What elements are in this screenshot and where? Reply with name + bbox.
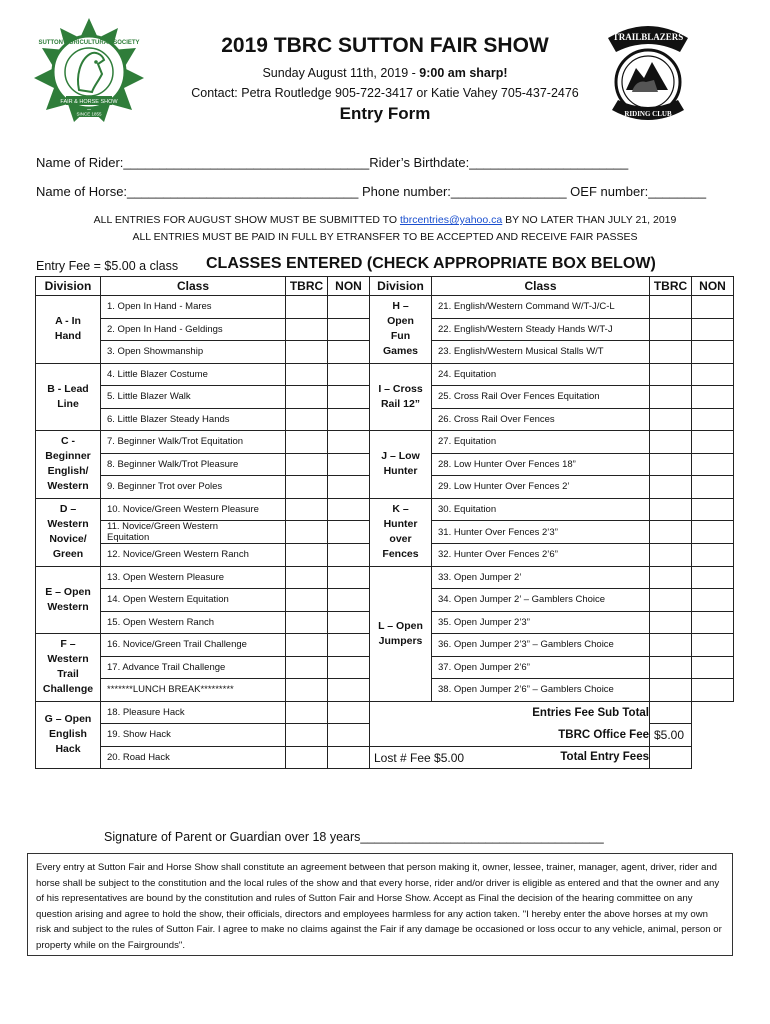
table-row <box>36 746 734 769</box>
non-checkbox[interactable] <box>692 521 734 544</box>
tbrc-checkbox[interactable] <box>286 341 328 364</box>
subtotal-label <box>370 701 650 724</box>
non-checkbox[interactable] <box>692 296 734 319</box>
tbrc-checkbox[interactable] <box>650 476 692 499</box>
class-cell: 4. Little Blazer Costume <box>101 363 286 386</box>
division-cell: B - Lead Line <box>36 363 101 431</box>
class-cell: 32. Hunter Over Fences 2’6” <box>432 544 650 567</box>
class-cell: 35. Open Jumper 2’3” <box>432 611 650 634</box>
tbrc-checkbox[interactable] <box>650 408 692 431</box>
class-cell: 18. Pleasure Hack <box>101 701 286 724</box>
class-cell: 11. Novice/Green Western Equitation <box>101 521 286 544</box>
non-checkbox[interactable] <box>328 431 370 454</box>
tbrc-checkbox[interactable] <box>286 746 328 769</box>
non-checkbox[interactable] <box>692 341 734 364</box>
tbrc-checkbox[interactable] <box>286 634 328 657</box>
non-checkbox[interactable] <box>328 679 370 702</box>
division-cell: A - In Hand <box>36 296 101 364</box>
subtotal-value[interactable] <box>650 701 692 724</box>
class-cell: 5. Little Blazer Walk <box>101 386 286 409</box>
office-fee-label-text: TBRC Office Fee <box>558 728 649 741</box>
class-cell: 2. Open In Hand - Geldings <box>101 318 286 341</box>
class-cell: 34. Open Jumper 2’ – Gamblers Choice <box>432 589 650 612</box>
rider-fields[interactable]: Name of Rider:__________________________________Rider’s Birthdate:______________________ <box>36 155 629 170</box>
notice-text-a: ALL ENTRIES FOR AUGUST SHOW MUST BE SUBMITTED TO <box>93 214 400 226</box>
non-checkbox[interactable] <box>328 363 370 386</box>
class-cell: 7. Beginner Walk/Trot Equitation <box>101 431 286 454</box>
tbrc-checkbox[interactable] <box>286 521 328 544</box>
class-cell: 20. Road Hack <box>101 746 286 769</box>
table-row <box>36 724 734 747</box>
class-cell: 28. Low Hunter Over Fences 18” <box>432 453 650 476</box>
tbrc-checkbox[interactable] <box>286 724 328 747</box>
non-checkbox[interactable] <box>692 611 734 634</box>
tbrc-checkbox[interactable] <box>286 566 328 589</box>
tbrc-checkbox[interactable] <box>650 318 692 341</box>
tbrc-checkbox[interactable] <box>650 589 692 612</box>
notice-text-b: BY NO LATER THAN JULY 21, 2019 <box>502 214 677 226</box>
show-time: 9:00 am sharp! <box>419 66 508 80</box>
class-cell: 21. English/Western Command W/T-J/C-L <box>432 296 650 319</box>
tbrc-checkbox[interactable] <box>286 701 328 724</box>
table-row <box>36 566 734 589</box>
total-label <box>370 746 650 769</box>
non-checkbox[interactable] <box>692 408 734 431</box>
tbrc-checkbox[interactable] <box>286 611 328 634</box>
class-cell: 15. Open Western Ranch <box>101 611 286 634</box>
non-checkbox[interactable] <box>328 656 370 679</box>
class-cell: 23. English/Western Musical Stalls W/T <box>432 341 650 364</box>
tbrc-checkbox[interactable] <box>650 431 692 454</box>
tbrc-checkbox[interactable] <box>650 296 692 319</box>
non-checkbox[interactable] <box>328 476 370 499</box>
tbrc-checkbox[interactable] <box>286 386 328 409</box>
division-cell: J – Low Hunter <box>370 431 432 499</box>
class-cell: 10. Novice/Green Western Pleasure <box>101 498 286 521</box>
non-checkbox[interactable] <box>328 318 370 341</box>
division-cell: G – Open English Hack <box>36 701 101 769</box>
entries-email-link[interactable]: tbrcentries@yahoo.ca <box>399 214 503 226</box>
contact-info: Contact: Petra Routledge 905-722-3417 or Katie Vahey 705-437-2476 <box>191 86 579 100</box>
submission-notice <box>0 214 770 226</box>
tbrc-checkbox[interactable] <box>650 363 692 386</box>
non-checkbox[interactable] <box>328 634 370 657</box>
show-date-text: Sunday August 11th, 2019 - <box>262 66 420 80</box>
tbrc-checkbox[interactable] <box>650 453 692 476</box>
non-checkbox[interactable] <box>692 318 734 341</box>
non-checkbox[interactable] <box>692 386 734 409</box>
header-division-left: Division <box>36 277 101 296</box>
tbrc-checkbox[interactable] <box>650 498 692 521</box>
class-cell: 26. Cross Rail Over Fences <box>432 408 650 431</box>
logo-top-text: TRAILBLAZERS <box>612 32 684 42</box>
table-row <box>36 363 734 386</box>
classes-title: CLASSES ENTERED (CHECK APPROPRIATE BOX BELOW) <box>206 255 656 272</box>
non-checkbox[interactable] <box>328 296 370 319</box>
tbrc-checkbox[interactable] <box>286 679 328 702</box>
tbrc-checkbox[interactable] <box>286 431 328 454</box>
tbrc-checkbox[interactable] <box>286 544 328 567</box>
class-cell: 30. Equitation <box>432 498 650 521</box>
header-class-right: Class <box>432 277 650 296</box>
non-checkbox[interactable] <box>692 498 734 521</box>
header-tbrc-left: TBRC <box>286 277 328 296</box>
table-row <box>36 701 734 724</box>
division-cell: I – Cross Rail 12” <box>370 363 432 431</box>
class-cell: 1. Open In Hand - Mares <box>101 296 286 319</box>
table-row <box>36 498 734 521</box>
non-checkbox[interactable] <box>692 363 734 386</box>
tbrc-checkbox[interactable] <box>650 341 692 364</box>
class-cell: 6. Little Blazer Steady Hands <box>101 408 286 431</box>
tbrc-checkbox[interactable] <box>650 544 692 567</box>
class-cell: 22. English/Western Steady Hands W/T-J <box>432 318 650 341</box>
office-fee-value[interactable]: $5.00 <box>650 724 692 747</box>
class-cell: 14. Open Western Equitation <box>101 589 286 612</box>
non-checkbox[interactable] <box>328 341 370 364</box>
non-checkbox[interactable] <box>692 476 734 499</box>
division-cell: H – Open Fun Games <box>370 296 432 364</box>
tbrc-checkbox[interactable] <box>650 679 692 702</box>
division-cell: E – Open Western <box>36 566 101 634</box>
header-non-left: NON <box>328 277 370 296</box>
non-checkbox[interactable] <box>328 611 370 634</box>
class-cell: 25. Cross Rail Over Fences Equitation <box>432 386 650 409</box>
class-cell: 17. Advance Trail Challenge <box>101 656 286 679</box>
tbrc-checkbox[interactable] <box>286 498 328 521</box>
header-division-right: Division <box>370 277 432 296</box>
table-row <box>36 431 734 454</box>
non-checkbox[interactable] <box>692 589 734 612</box>
non-checkbox[interactable] <box>328 521 370 544</box>
class-cell: 12. Novice/Green Western Ranch <box>101 544 286 567</box>
class-cell: 3. Open Showmanship <box>101 341 286 364</box>
signature-line[interactable]: Signature of Parent or Guardian over 18 years___________________________________ <box>104 830 604 844</box>
payment-notice: ALL ENTRIES MUST BE PAID IN FULL BY ETRANSFER TO BE ACCEPTED AND RECEIVE FAIR PASSES <box>132 231 638 243</box>
tbrc-checkbox[interactable] <box>650 611 692 634</box>
class-cell: 27. Equitation <box>432 431 650 454</box>
class-cell: *******LUNCH BREAK********* <box>101 679 286 702</box>
logo-banner-text: FAIR & HORSE SHOW <box>60 99 118 105</box>
division-cell: K – Hunter over Fences <box>370 498 432 566</box>
non-checkbox[interactable] <box>328 498 370 521</box>
tbrc-checkbox[interactable] <box>286 453 328 476</box>
tbrc-checkbox[interactable] <box>650 634 692 657</box>
non-checkbox[interactable] <box>328 701 370 724</box>
non-checkbox[interactable] <box>692 679 734 702</box>
logo-ring-text: SUTTON AGRICULTURAL SOCIETY <box>38 40 140 46</box>
non-checkbox[interactable] <box>328 589 370 612</box>
class-cell: 8. Beginner Walk/Trot Pleasure <box>101 453 286 476</box>
tbrc-checkbox[interactable] <box>650 566 692 589</box>
office-fee-label <box>370 724 650 747</box>
class-cell: 13. Open Western Pleasure <box>101 566 286 589</box>
terms-paragraph: Every entry at Sutton Fair and Horse Show shall constitute an agreement between that person making it, owner, lessee, trainer, manager, agent, driver, rider and horse shall be subject to the constitution and the local rules of the show and that every horse, rider and/or driver is eligible as entered and that the owner and any of his representatives are bound by the constitution and rules of Sutton Fair and Horse Show. Accept as Final the decision of the hearing committee on any question arising and agree to hold the show, their officials, directors and employees harmless for any action taken. "I hereby enter the above horses at my own risk and subject to the rules of Sutton Fair. I agree to make no claims against the Fair if any damage be occasioned or loss occur to any vehicle, animal, person or property while on the Fairgrounds". <box>27 853 733 956</box>
non-checkbox[interactable] <box>328 746 370 769</box>
header-tbrc-right: TBRC <box>650 277 692 296</box>
non-checkbox[interactable] <box>692 634 734 657</box>
non-checkbox[interactable] <box>328 544 370 567</box>
class-cell: 38. Open Jumper 2’6” – Gamblers Choice <box>432 679 650 702</box>
tbrc-checkbox[interactable] <box>286 656 328 679</box>
total-value[interactable] <box>650 746 692 769</box>
class-cell: 36. Open Jumper 2’3” – Gamblers Choice <box>432 634 650 657</box>
tbrc-checkbox[interactable] <box>650 521 692 544</box>
non-checkbox[interactable] <box>328 386 370 409</box>
class-cell: 9. Beginner Trot over Poles <box>101 476 286 499</box>
division-cell: D – Western Novice/ Green <box>36 498 101 566</box>
non-checkbox[interactable] <box>692 453 734 476</box>
subtotal-extra <box>692 701 734 724</box>
show-title: 2019 TBRC SUTTON FAIR SHOW <box>221 34 549 57</box>
non-checkbox[interactable] <box>692 656 734 679</box>
non-checkbox[interactable] <box>692 544 734 567</box>
show-date <box>0 66 770 80</box>
class-cell: 31. Hunter Over Fences 2’3” <box>432 521 650 544</box>
class-cell: 16. Novice/Green Trail Challenge <box>101 634 286 657</box>
non-checkbox[interactable] <box>328 566 370 589</box>
tbrc-checkbox[interactable] <box>286 296 328 319</box>
tbrc-checkbox[interactable] <box>650 386 692 409</box>
horse-fields[interactable]: Name of Horse:________________________________ Phone number:________________ OEF number:________ <box>36 184 707 199</box>
tbrc-checkbox[interactable] <box>286 318 328 341</box>
tbrc-checkbox[interactable] <box>286 476 328 499</box>
non-checkbox[interactable] <box>328 724 370 747</box>
non-checkbox[interactable] <box>328 453 370 476</box>
class-cell: 33. Open Jumper 2’ <box>432 566 650 589</box>
classes-table <box>35 276 734 769</box>
class-cell: 37. Open Jumper 2’6” <box>432 656 650 679</box>
header-class-left: Class <box>101 277 286 296</box>
header-non-right: NON <box>692 277 734 296</box>
non-checkbox[interactable] <box>692 431 734 454</box>
table-row <box>36 296 734 319</box>
tbrc-checkbox[interactable] <box>650 656 692 679</box>
total-extra <box>692 746 734 769</box>
tbrc-checkbox[interactable] <box>286 589 328 612</box>
division-cell: F – Western Trail Challenge <box>36 634 101 702</box>
tbrc-checkbox[interactable] <box>286 363 328 386</box>
non-checkbox[interactable] <box>692 566 734 589</box>
non-checkbox[interactable] <box>328 408 370 431</box>
logo-bottom-text: RIDING CLUB <box>624 110 672 118</box>
total-label-text: Total Entry Fees <box>560 751 649 764</box>
class-cell: 19. Show Hack <box>101 724 286 747</box>
entry-fee-label: Entry Fee = $5.00 a class <box>36 259 179 273</box>
lost-fee-label: Lost # Fee $5.00 <box>374 750 465 765</box>
division-cell: L – Open Jumpers <box>370 566 432 701</box>
class-cell: 29. Low Hunter Over Fences 2’ <box>432 476 650 499</box>
subtotal-label-text: Entries Fee Sub Total <box>532 706 649 719</box>
office-fee-extra <box>692 724 734 747</box>
division-cell: C - Beginner English/ Western <box>36 431 101 499</box>
logo-since-text: SINCE 1855 <box>76 111 102 117</box>
tbrc-checkbox[interactable] <box>286 408 328 431</box>
class-cell: 24. Equitation <box>432 363 650 386</box>
form-title: Entry Form <box>339 104 431 123</box>
